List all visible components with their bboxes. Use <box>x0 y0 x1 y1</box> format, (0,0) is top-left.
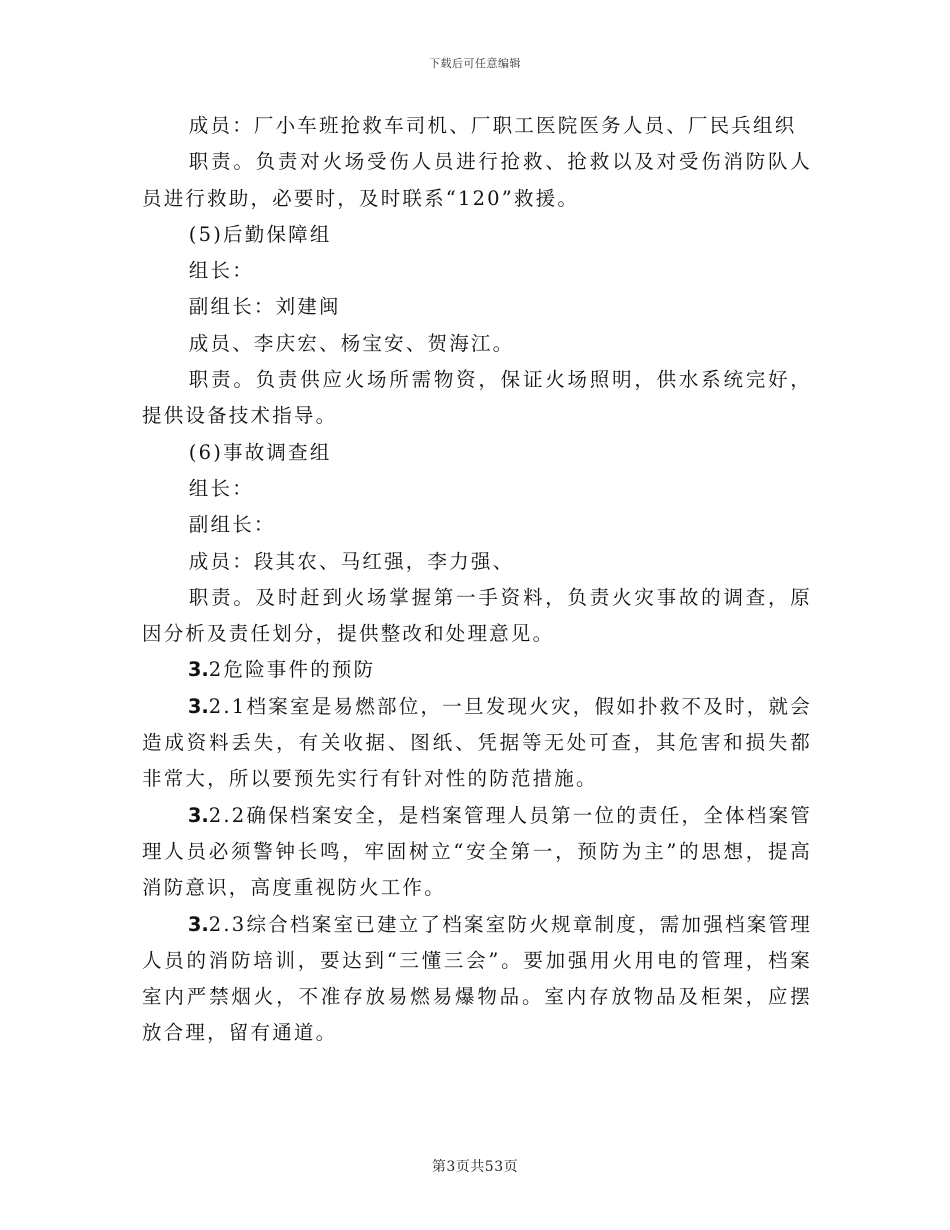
paragraph-members-rescue: 成员：厂小车班抢救车司机、厂职工医院医务人员、厂民兵组织 <box>188 114 797 137</box>
section-3-2-heading <box>142 652 812 688</box>
section-text: 2危险事件的预防 <box>208 658 376 682</box>
document-body <box>142 108 812 1052</box>
page-header: 下载后可任意编辑 <box>429 57 521 70</box>
page-footer: 第3页共53页 <box>431 1159 519 1175</box>
section-number: 3. <box>187 694 209 718</box>
paragraph-logistics-deputy: 副组长：刘建闽 <box>188 295 341 319</box>
section-number: 3. <box>187 912 209 936</box>
paragraph-investigation-members: 成员：段其农、马红强，李力强、 <box>188 549 515 573</box>
section-3-2-2 <box>142 798 812 907</box>
paragraph-investigation-duty: 职责。及时赶到火场掌握第一手资料，负责火灾事故的调查，原因分析及责任划分，提供整改和处理意见。 <box>142 585 812 646</box>
paragraph-logistics-leader: 组长： <box>188 259 254 283</box>
heading-investigation-group: (6)事故调查组 <box>188 440 332 464</box>
heading-logistics-group: (5)后勤保障组 <box>188 222 332 246</box>
section-number: 3. <box>187 803 209 827</box>
section-number: 3. <box>187 658 209 682</box>
section-text: 2.2确保档案安全，是档案管理人员第一位的责任，全体档案管理人员必须警钟长鸣，牢固树立“安全第一，预防为主”的思想，提高消防意识，高度重视防火工作。 <box>142 803 812 900</box>
section-3-2-3 <box>142 907 812 1052</box>
paragraph-duty-rescue: 职责。负责对火场受伤人员进行抢救、抢救以及对受伤消防队人员进行救助，必要时，及时联系“120”救援。 <box>142 150 812 210</box>
paragraph-logistics-duty: 职责。负责供应火场所需物资，保证火场照明，供水系统完好，提供设备技术指导。 <box>142 368 812 428</box>
paragraph-investigation-deputy: 副组长： <box>188 513 276 537</box>
paragraph-investigation-leader: 组长： <box>188 476 254 500</box>
section-text: 2.3综合档案室已建立了档案室防火规章制度，需加强档案管理人员的消防培训，要达到“三懂三会”。要加强用火用电的管理，档案室内严禁烟火，不准存放易燃易爆物品。室内存放物品及柜架，应摆放合理，留有通道。 <box>142 912 812 1045</box>
section-text: 2.1档案室是易燃部位，一旦发现火灾，假如扑救不及时，就会造成资料丢失，有关收据、图纸、凭据等无处可查，其危害和损失都非常大，所以要预先实行有针对性的防范措施。 <box>142 694 812 791</box>
paragraph-logistics-members: 成员、李庆宏、杨宝安、贺海江。 <box>188 331 515 355</box>
section-3-2-1 <box>142 689 812 798</box>
